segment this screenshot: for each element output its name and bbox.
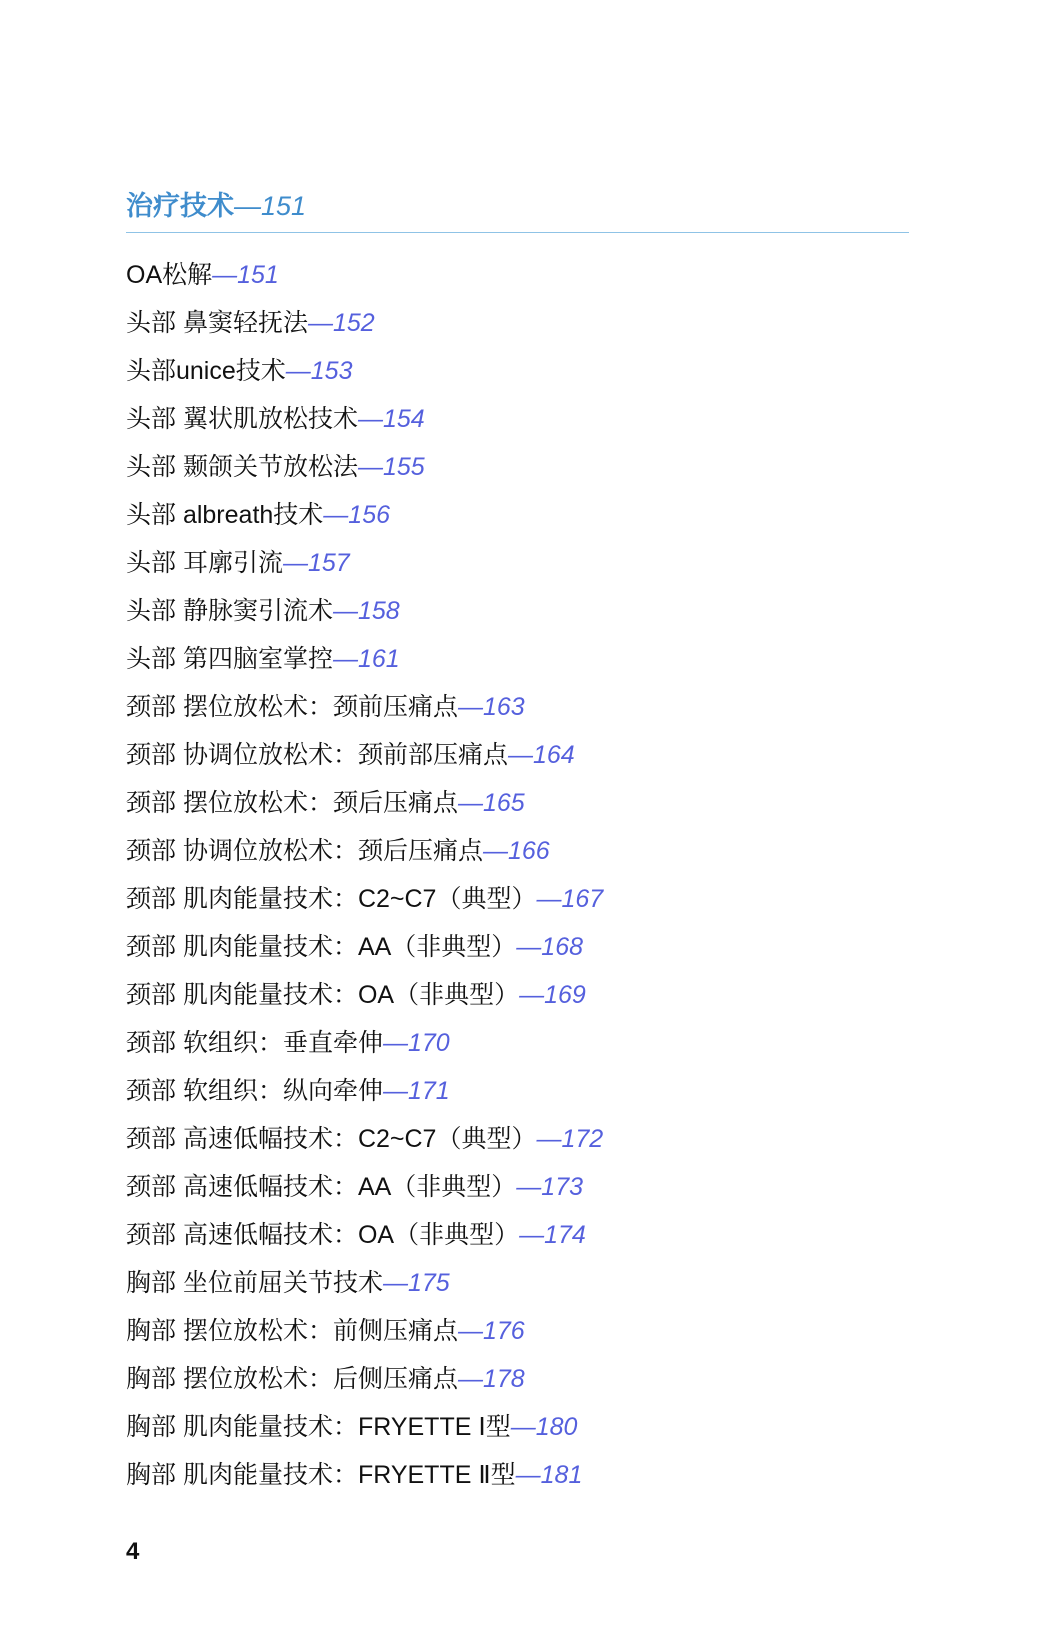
toc-entry-page: 170 — [407, 1029, 450, 1057]
toc-entry-title: 颈部 软组织：垂直牵伸 — [126, 1029, 383, 1057]
toc-entry-page-ref — [516, 1461, 583, 1489]
toc-entry-title: 头部 albreath技术 — [126, 501, 324, 529]
toc-entry-page: 154 — [382, 405, 425, 433]
toc-entry — [126, 779, 926, 827]
toc-entry-page-ref — [283, 549, 350, 577]
separator-dash: — — [516, 933, 542, 961]
toc-entry-page: 152 — [332, 309, 375, 337]
toc-entry-title: 胸部 坐位前屈关节技术 — [126, 1269, 383, 1297]
separator-dash: — — [519, 1221, 545, 1249]
toc-entry-title: OA松解 — [126, 261, 213, 289]
toc-entry-page-ref — [358, 405, 425, 433]
toc-entry-title: 颈部 协调位放松术：颈后压痛点 — [126, 837, 483, 865]
toc-entry-title: 颈部 高速低幅技术：AA（非典型） — [126, 1173, 517, 1201]
toc-entry — [126, 299, 926, 347]
separator-dash: — — [457, 1365, 483, 1393]
toc-entry-page: 171 — [407, 1077, 450, 1105]
toc-entry-page: 156 — [348, 501, 391, 529]
toc-entry-page: 155 — [382, 453, 425, 481]
toc-entry-title: 头部unice技术 — [126, 357, 286, 385]
toc-entry-title: 颈部 高速低幅技术：OA（非典型） — [126, 1221, 520, 1249]
toc-entry-page: 178 — [482, 1365, 525, 1393]
toc-entry-page-ref — [286, 357, 353, 385]
toc-entry-page: 163 — [482, 693, 525, 721]
page-number: 4 — [126, 1538, 140, 1565]
separator-dash: — — [212, 261, 238, 289]
toc-entry-page: 180 — [535, 1413, 578, 1441]
toc-entry — [126, 875, 926, 923]
separator-dash: — — [382, 1269, 408, 1297]
toc-entry — [126, 731, 926, 779]
toc-entry-title: 胸部 摆位放松术：前侧压痛点 — [126, 1317, 458, 1345]
separator-dash: — — [357, 405, 383, 433]
toc-entry-page: 175 — [407, 1269, 450, 1297]
toc-entry — [126, 1019, 926, 1067]
section-title: 治疗技术 — [126, 191, 234, 221]
toc-entry — [126, 347, 926, 395]
toc-entry-page: 168 — [541, 933, 584, 961]
toc-entry-page-ref — [383, 1029, 450, 1057]
toc-entry — [126, 395, 926, 443]
toc-entry — [126, 1115, 926, 1163]
toc-entry — [126, 443, 926, 491]
toc-entry-page: 158 — [357, 597, 400, 625]
toc-entry-title: 颈部 肌肉能量技术：C2~C7（典型） — [126, 885, 537, 913]
toc-entry-page: 166 — [507, 837, 550, 865]
toc-entry-title: 头部 静脉窦引流术 — [126, 597, 333, 625]
toc-entry-page-ref — [323, 501, 390, 529]
section-page-ref — [234, 191, 306, 221]
toc-entry-page: 157 — [307, 549, 350, 577]
toc-entry — [126, 1307, 926, 1355]
toc-entry-title: 头部 耳廓引流 — [126, 549, 283, 577]
toc-entry-page-ref — [308, 309, 375, 337]
toc-entry-page-ref — [519, 1221, 586, 1249]
separator-dash: — — [382, 1077, 408, 1105]
separator-dash: — — [515, 1461, 541, 1489]
separator-dash: — — [516, 1173, 542, 1201]
toc-entry — [126, 1451, 926, 1499]
toc-entry — [126, 491, 926, 539]
toc-entry-page-ref — [516, 933, 583, 961]
separator-dash: — — [282, 549, 308, 577]
toc-entry-title: 头部 颞颌关节放松法 — [126, 453, 358, 481]
toc-entry-page: 174 — [544, 1221, 586, 1249]
separator-dash: — — [457, 1317, 483, 1345]
toc-entry — [126, 923, 926, 971]
separator-dash: — — [536, 885, 562, 913]
toc-entry-title: 颈部 软组织：纵向牵伸 — [126, 1077, 383, 1105]
toc-entry-page-ref — [333, 597, 400, 625]
separator-dash: — — [332, 645, 358, 673]
toc-entry-page: 165 — [482, 789, 525, 817]
toc-entry-page-ref — [516, 1173, 583, 1201]
toc-entry-page-ref — [511, 1413, 578, 1441]
toc-entry-title: 头部 第四脑室掌控 — [126, 645, 333, 673]
toc-entry-title: 颈部 肌肉能量技术：OA（非典型） — [126, 981, 520, 1009]
toc-entry — [126, 1355, 926, 1403]
toc-entry-title: 胸部 肌肉能量技术：FRYETTE Ⅰ型 — [126, 1413, 511, 1441]
toc-entry-title: 胸部 肌肉能量技术：FRYETTE Ⅱ型 — [126, 1461, 516, 1489]
separator-dash: — — [285, 357, 311, 385]
toc-entry-title: 颈部 肌肉能量技术：AA（非典型） — [126, 933, 517, 961]
toc-entry-page: 167 — [561, 885, 604, 913]
toc-entry-title: 胸部 摆位放松术：后侧压痛点 — [126, 1365, 458, 1393]
section-page: 151 — [261, 191, 307, 221]
separator-dash: — — [234, 191, 261, 221]
toc-entry — [126, 1403, 926, 1451]
toc-entry-page-ref — [483, 837, 550, 865]
toc-entry-page-ref — [383, 1077, 450, 1105]
toc-entry-title: 头部 鼻窦轻抚法 — [126, 309, 308, 337]
toc-entry-title: 颈部 高速低幅技术：C2~C7（典型） — [126, 1125, 537, 1153]
toc-entry-page-ref — [458, 1317, 525, 1345]
toc-entry-page-ref — [333, 645, 400, 673]
separator-dash: — — [510, 1413, 536, 1441]
toc-entry-page-ref — [458, 693, 525, 721]
toc-entry-page-ref — [358, 453, 425, 481]
toc-entry-page-ref — [458, 1365, 525, 1393]
toc-entry-title: 颈部 协调位放松术：颈前部压痛点 — [126, 741, 508, 769]
separator-dash: — — [507, 741, 533, 769]
toc-entry — [126, 971, 926, 1019]
toc-entry-page: 164 — [532, 741, 575, 769]
separator-dash: — — [457, 789, 483, 817]
toc-entry-page: 176 — [482, 1317, 525, 1345]
toc-entry-page: 169 — [544, 981, 586, 1009]
toc-entry — [126, 1067, 926, 1115]
toc-entry-page: 153 — [310, 357, 353, 385]
separator-dash: — — [307, 309, 333, 337]
separator-dash: — — [323, 501, 349, 529]
separator-dash: — — [536, 1125, 562, 1153]
toc-list — [126, 251, 926, 1499]
toc-entry — [126, 827, 926, 875]
toc-entry-page: 181 — [540, 1461, 583, 1489]
toc-entry-page: 172 — [561, 1125, 604, 1153]
toc-entry-page-ref — [212, 261, 279, 289]
section-heading — [126, 188, 306, 224]
toc-entry — [126, 251, 926, 299]
toc-entry-page-ref — [519, 981, 586, 1009]
separator-dash: — — [382, 1029, 408, 1057]
toc-entry-page: 173 — [541, 1173, 584, 1201]
separator-dash: — — [519, 981, 545, 1009]
toc-entry-page-ref — [458, 789, 525, 817]
toc-entry — [126, 683, 926, 731]
toc-entry — [126, 1259, 926, 1307]
toc-entry-title: 颈部 摆位放松术：颈后压痛点 — [126, 789, 458, 817]
separator-dash: — — [457, 693, 483, 721]
toc-entry-title: 头部 翼状肌放松技术 — [126, 405, 358, 433]
toc-entry-page: 151 — [237, 261, 279, 289]
toc-entry-page-ref — [383, 1269, 450, 1297]
toc-entry — [126, 635, 926, 683]
toc-entry — [126, 539, 926, 587]
toc-entry — [126, 1163, 926, 1211]
separator-dash: — — [357, 453, 383, 481]
toc-entry-title: 颈部 摆位放松术：颈前压痛点 — [126, 693, 458, 721]
toc-entry-page-ref — [508, 741, 575, 769]
separator-dash: — — [482, 837, 508, 865]
toc-entry-page-ref — [536, 885, 603, 913]
toc-entry-page: 161 — [357, 645, 400, 673]
toc-entry — [126, 1211, 926, 1259]
separator-dash: — — [332, 597, 358, 625]
toc-entry — [126, 587, 926, 635]
toc-entry-page-ref — [536, 1125, 603, 1153]
heading-rule — [126, 232, 909, 233]
